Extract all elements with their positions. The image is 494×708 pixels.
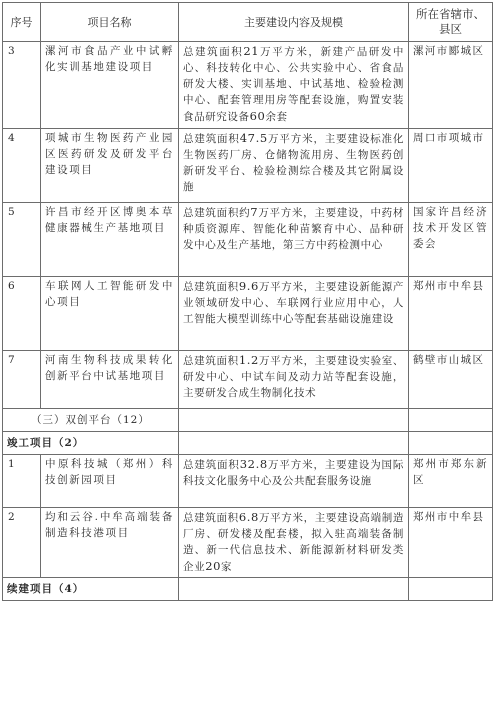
row-name: 许昌市经开区博奥本草健康器械生产基地项目 xyxy=(41,203,179,277)
row-scale: 总建筑面积32.8万平方米，主要建设为国际科技文化服务中心及公共配套服务设施 xyxy=(179,455,409,508)
empty-cell xyxy=(409,578,493,601)
empty-cell xyxy=(179,578,409,601)
row-scale: 总建筑面积约7万平方米，主要建设，中药材种质资源库、智能化种苗繁育中心、品种研发中心及生产基地，第三方中药检测中心 xyxy=(179,203,409,277)
row-num: 2 xyxy=(3,508,41,578)
project-table xyxy=(2,2,493,601)
table-row xyxy=(3,351,493,409)
table-row xyxy=(3,129,493,203)
row-scale: 总建筑面积1.2万平方米，主要建设实验室、研发中心、中试车间及动力站等配套设施，主要研发合成生物制化技术 xyxy=(179,351,409,409)
row-region: 郑州市中牟县 xyxy=(409,277,493,351)
section-row xyxy=(3,409,493,432)
row-region: 郑州市中牟县 xyxy=(409,508,493,578)
row-region: 周口市项城市 xyxy=(409,129,493,203)
table-header-row xyxy=(3,3,493,42)
header-region: 所在省辖市、县区 xyxy=(409,3,493,42)
subsection-label-ongoing: 续建项目（4） xyxy=(3,578,179,601)
table-row xyxy=(3,203,493,277)
row-num: 3 xyxy=(3,42,41,129)
row-name: 均和云谷.中牟高端装备制造科技港项目 xyxy=(41,508,179,578)
table-row xyxy=(3,277,493,351)
table-row xyxy=(3,42,493,129)
row-region: 国家许昌经济技术开发区管委会 xyxy=(409,203,493,277)
empty-cell xyxy=(179,432,409,455)
subsection-row xyxy=(3,432,493,455)
row-name: 漯河市食品产业中试孵化实训基地建设项目 xyxy=(41,42,179,129)
row-region: 鹤壁市山城区 xyxy=(409,351,493,409)
empty-cell xyxy=(409,409,493,432)
row-name: 项城市生物医药产业园区医药研发及研发平台建设项目 xyxy=(41,129,179,203)
section-label: （三）双创平台（12） xyxy=(3,409,179,432)
row-num: 4 xyxy=(3,129,41,203)
row-num: 5 xyxy=(3,203,41,277)
header-name: 项目名称 xyxy=(41,3,179,42)
subsection-label-completed: 竣工项目（2） xyxy=(3,432,179,455)
empty-cell xyxy=(179,409,409,432)
row-region: 漯河市郾城区 xyxy=(409,42,493,129)
row-scale: 总建筑面积21万平方米，新建产品研发中心、科技转化中心、公共实验中心、省食品研发大楼、实训基地、中试基地、检验检测中心、配套管理用房等配套设施，购置安装食品研究设备60余套 xyxy=(179,42,409,129)
row-region: 郑州市郑东新区 xyxy=(409,455,493,508)
row-num: 6 xyxy=(3,277,41,351)
row-scale: 总建筑面积9.6万平方米，主要建设新能源产业领域研发中心、车联网行业应用中心，人工智能大模型训练中心等配套基础设施建设 xyxy=(179,277,409,351)
row-name: 车联网人工智能研发中心项目 xyxy=(41,277,179,351)
row-name: 河南生物科技成果转化创新平台中试基地项目 xyxy=(41,351,179,409)
row-scale: 总建筑面积6.8万平方米，主要建设高端制造厂房、研发楼及配套楼，拟入驻高端装备制造、新一代信息技术、新能源新材料研发类企业20家 xyxy=(179,508,409,578)
subsection-row xyxy=(3,578,493,601)
table-row xyxy=(3,508,493,578)
row-num: 1 xyxy=(3,455,41,508)
row-num: 7 xyxy=(3,351,41,409)
empty-cell xyxy=(409,432,493,455)
table-row xyxy=(3,455,493,508)
header-scale: 主要建设内容及规模 xyxy=(179,3,409,42)
header-num: 序号 xyxy=(3,3,41,42)
row-scale: 总建筑面积47.5万平方米，主要建设标准化生物医药厂房、仓储物流用房、生物医药创新研发平台、检验检测综合楼及其它附属设施 xyxy=(179,129,409,203)
row-name: 中原科技城（郑州）科技创新园项目 xyxy=(41,455,179,508)
